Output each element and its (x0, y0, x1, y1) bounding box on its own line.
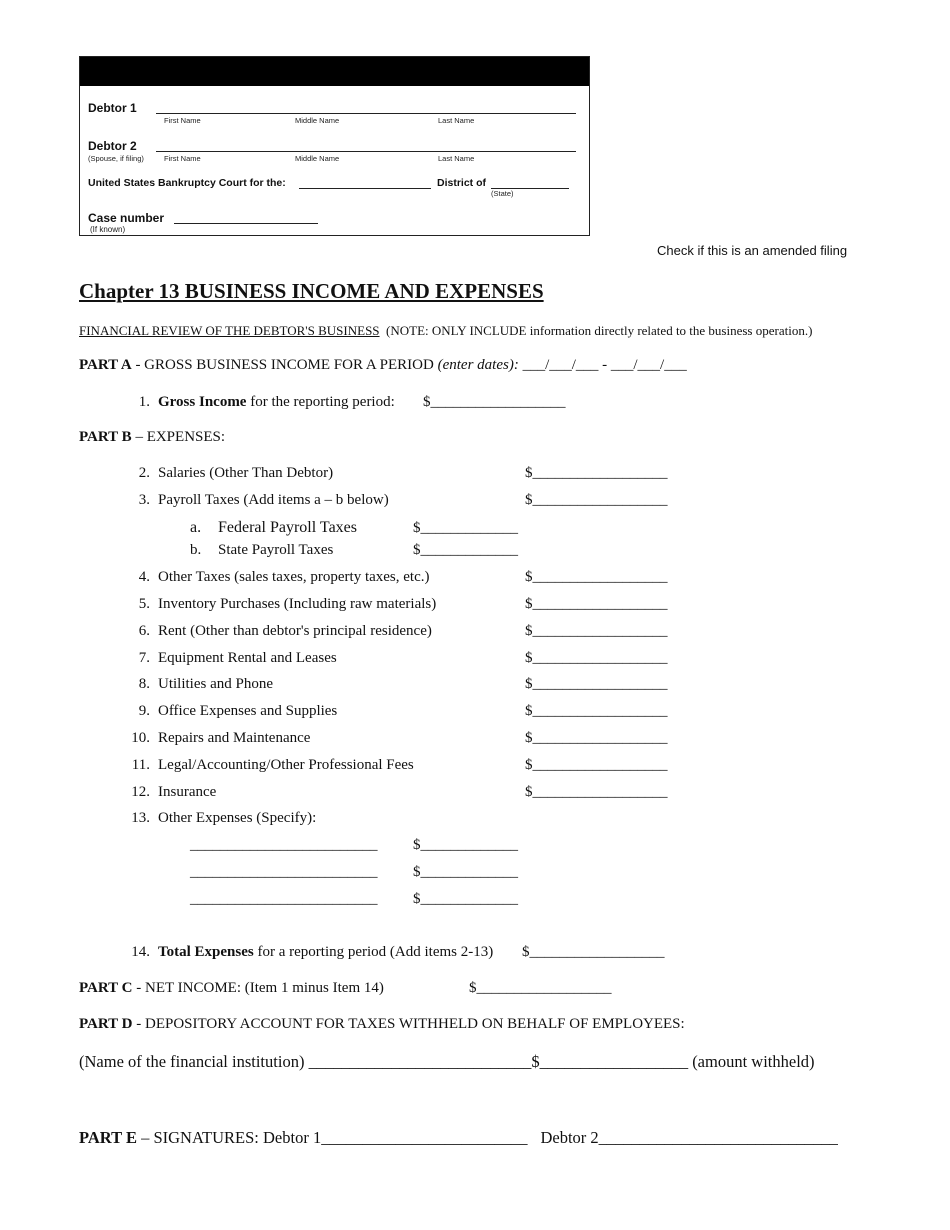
case-number-label: Case number (88, 211, 165, 225)
debtor2-middle-name-caption: Middle Name (295, 154, 340, 163)
institution-line (79, 1052, 815, 1072)
expense-amount-field-4[interactable]: $__________________ (525, 569, 668, 585)
debtor1-first-name-caption: First Name (164, 116, 201, 125)
expense-amount-field-5[interactable]: $__________________ (525, 596, 668, 612)
expense-row-2 (124, 465, 333, 482)
other-expense-amount-field-1[interactable]: $_____________ (413, 837, 518, 853)
case-number-field[interactable] (174, 223, 318, 224)
expense-number: 8. (138, 676, 150, 692)
debtor1-last-name-caption: Last Name (438, 116, 475, 125)
expense-label: Legal/Accounting/Other Professional Fees (158, 757, 414, 773)
payroll-sub-letter: a. (190, 519, 202, 536)
expense-number: 4. (138, 569, 150, 585)
other-expense-description-field-2[interactable]: _________________________ (190, 864, 378, 880)
part-a-dates-field[interactable]: ___/___/___ - ___/___/___ (518, 357, 687, 373)
expense-label: Utilities and Phone (158, 676, 273, 692)
expense-amount-field-12[interactable]: $__________________ (525, 784, 668, 800)
amended-filing-label[interactable]: Check if this is an amended filing (657, 243, 848, 258)
expense-amount-field-6[interactable]: $__________________ (525, 623, 668, 639)
expense-amount-field-8[interactable]: $__________________ (525, 676, 668, 692)
expense-row-5 (124, 596, 436, 613)
payroll-sub-amount-field-a[interactable]: $_____________ (413, 520, 518, 536)
part-e-line (79, 1128, 838, 1148)
case-number-note: (If known) (90, 225, 126, 234)
expense-row-13 (124, 810, 316, 827)
expense-row-9 (124, 703, 337, 720)
part-c-label: PART C (79, 980, 133, 996)
expense-label: Inventory Purchases (Including raw materials) (158, 596, 437, 612)
debtor2-signature-label: Debtor 2 (540, 1128, 599, 1147)
expense-number: 6. (138, 623, 150, 639)
expense-number: 7. (138, 650, 150, 666)
payroll-sub-letter: b. (190, 542, 202, 558)
part-a-line (79, 357, 687, 374)
expense-row-11 (124, 757, 414, 774)
net-income-amount-field[interactable]: $__________________ (469, 980, 612, 996)
other-expense-amount-field-3[interactable]: $_____________ (413, 891, 518, 907)
debtor1-name-field[interactable] (156, 113, 576, 114)
part-c-text: - NET INCOME: (Item 1 minus Item 14) (132, 980, 384, 996)
state-caption: (State) (491, 189, 514, 198)
part-c-line (79, 980, 384, 997)
expense-row-12 (124, 784, 216, 801)
expense-label: Rent (Other than debtor's principal residence) (158, 623, 432, 639)
item-14-amount-field[interactable]: $__________________ (522, 944, 665, 960)
financial-review-heading: FINANCIAL REVIEW OF THE DEBTOR'S BUSINESS (79, 323, 380, 338)
expense-row-8 (124, 676, 273, 693)
expense-label: Office Expenses and Supplies (158, 703, 338, 719)
expense-number: 10. (131, 730, 150, 746)
other-expense-amount-field-2[interactable]: $_____________ (413, 864, 518, 880)
item-1-bold: Gross Income (158, 394, 247, 410)
expense-row-10 (124, 730, 310, 747)
debtor2-first-name-caption: First Name (164, 154, 201, 163)
part-b-line (79, 429, 225, 446)
expense-label: Equipment Rental and Leases (158, 650, 337, 666)
part-b-text: – EXPENSES: (131, 429, 226, 445)
page-title: Chapter 13 BUSINESS INCOME AND EXPENSES (79, 279, 544, 303)
financial-review-note: (NOTE: ONLY INCLUDE information directly related to the business operation.) (386, 323, 813, 338)
debtor2-label: Debtor 2 (88, 139, 137, 153)
expense-amount-field-9[interactable]: $__________________ (525, 703, 668, 719)
item-14-bold: Total Expenses (158, 944, 254, 960)
debtor1-signature-field[interactable]: _________________________ (321, 1128, 528, 1147)
debtor2-name-field[interactable] (156, 151, 576, 152)
expense-amount-field-3[interactable]: $__________________ (525, 492, 668, 508)
payroll-sub-label: State Payroll Taxes (218, 542, 334, 558)
expense-number: 12. (131, 784, 150, 800)
item-1-amount-field[interactable]: $__________________ (423, 394, 566, 410)
expense-row-7 (124, 650, 337, 667)
district-label: District of (437, 177, 487, 189)
part-a-text: - GROSS BUSINESS INCOME FOR A PERIOD (131, 357, 438, 373)
item-14-row (124, 944, 493, 961)
payroll-sub-row-a (190, 519, 357, 537)
expense-label: Other Taxes (sales taxes, property taxes, etc.) (158, 569, 430, 585)
item-1-row (124, 394, 395, 411)
part-a-label: PART A (79, 357, 132, 373)
expense-amount-field-2[interactable]: $__________________ (525, 465, 668, 481)
part-a-dates-hint: (enter dates): (437, 357, 519, 373)
other-expense-description-field-3[interactable]: _________________________ (190, 891, 378, 907)
part-d-label: PART D (79, 1016, 133, 1032)
part-b-label: PART B (79, 429, 132, 445)
expense-label: Repairs and Maintenance (158, 730, 311, 746)
part-e-text: – SIGNATURES: Debtor 1 (136, 1128, 322, 1147)
payroll-sub-row-b (190, 542, 333, 559)
item-1-number: 1. (138, 394, 150, 410)
payroll-sub-label: Federal Payroll Taxes (218, 519, 357, 536)
item-1-text: for the reporting period: (246, 394, 395, 410)
case-header-box (79, 56, 590, 236)
debtor1-middle-name-caption: Middle Name (295, 116, 340, 125)
expense-label: Other Expenses (Specify): (158, 810, 317, 826)
expense-number: 11. (131, 757, 150, 773)
amount-withheld-label: (amount withheld) (688, 1052, 815, 1071)
expense-label: Insurance (158, 784, 217, 800)
expense-amount-field-7[interactable]: $__________________ (525, 650, 668, 666)
debtor2-last-name-caption: Last Name (438, 154, 475, 163)
expense-label: Payroll Taxes (Add items a – b below) (158, 492, 389, 508)
debtor2-note: (Spouse, if filing) (88, 154, 144, 163)
debtor2-signature-field[interactable]: _____________________________ (598, 1128, 838, 1147)
item-14-number: 14. (131, 944, 150, 960)
institution-label: (Name of the financial institution) (79, 1052, 309, 1071)
part-d-text: - DEPOSITORY ACCOUNT FOR TAXES WITHHELD ON BEHALF OF EMPLOYEES: (132, 1016, 685, 1032)
financial-review-line (79, 323, 812, 339)
institution-name-field[interactable]: ___________________________ (308, 1052, 532, 1071)
expense-amount-field-10[interactable]: $__________________ (525, 730, 668, 746)
expense-row-3 (124, 492, 389, 509)
debtor1-label: Debtor 1 (88, 101, 137, 115)
expense-row-6 (124, 623, 432, 640)
expense-label: Salaries (Other Than Debtor) (158, 465, 334, 481)
other-expense-description-field-1[interactable]: _________________________ (190, 837, 378, 853)
expense-number: 9. (138, 703, 150, 719)
expense-number: 3. (138, 492, 150, 508)
expense-number: 13. (131, 810, 150, 826)
part-e-label: PART E (79, 1128, 137, 1147)
header-black-bar (80, 57, 589, 86)
court-label: United States Bankruptcy Court for the: (88, 177, 286, 189)
expense-amount-field-11[interactable]: $__________________ (525, 757, 668, 773)
court-field[interactable] (299, 188, 431, 189)
item-14-text: for a reporting period (Add items 2-13) (253, 944, 494, 960)
payroll-sub-amount-field-b[interactable]: $_____________ (413, 542, 518, 558)
expense-number: 2. (138, 465, 150, 481)
expense-row-4 (124, 569, 430, 586)
part-d-line (79, 1016, 685, 1033)
expense-number: 5. (138, 596, 150, 612)
amount-withheld-field[interactable]: $__________________ (531, 1052, 689, 1071)
